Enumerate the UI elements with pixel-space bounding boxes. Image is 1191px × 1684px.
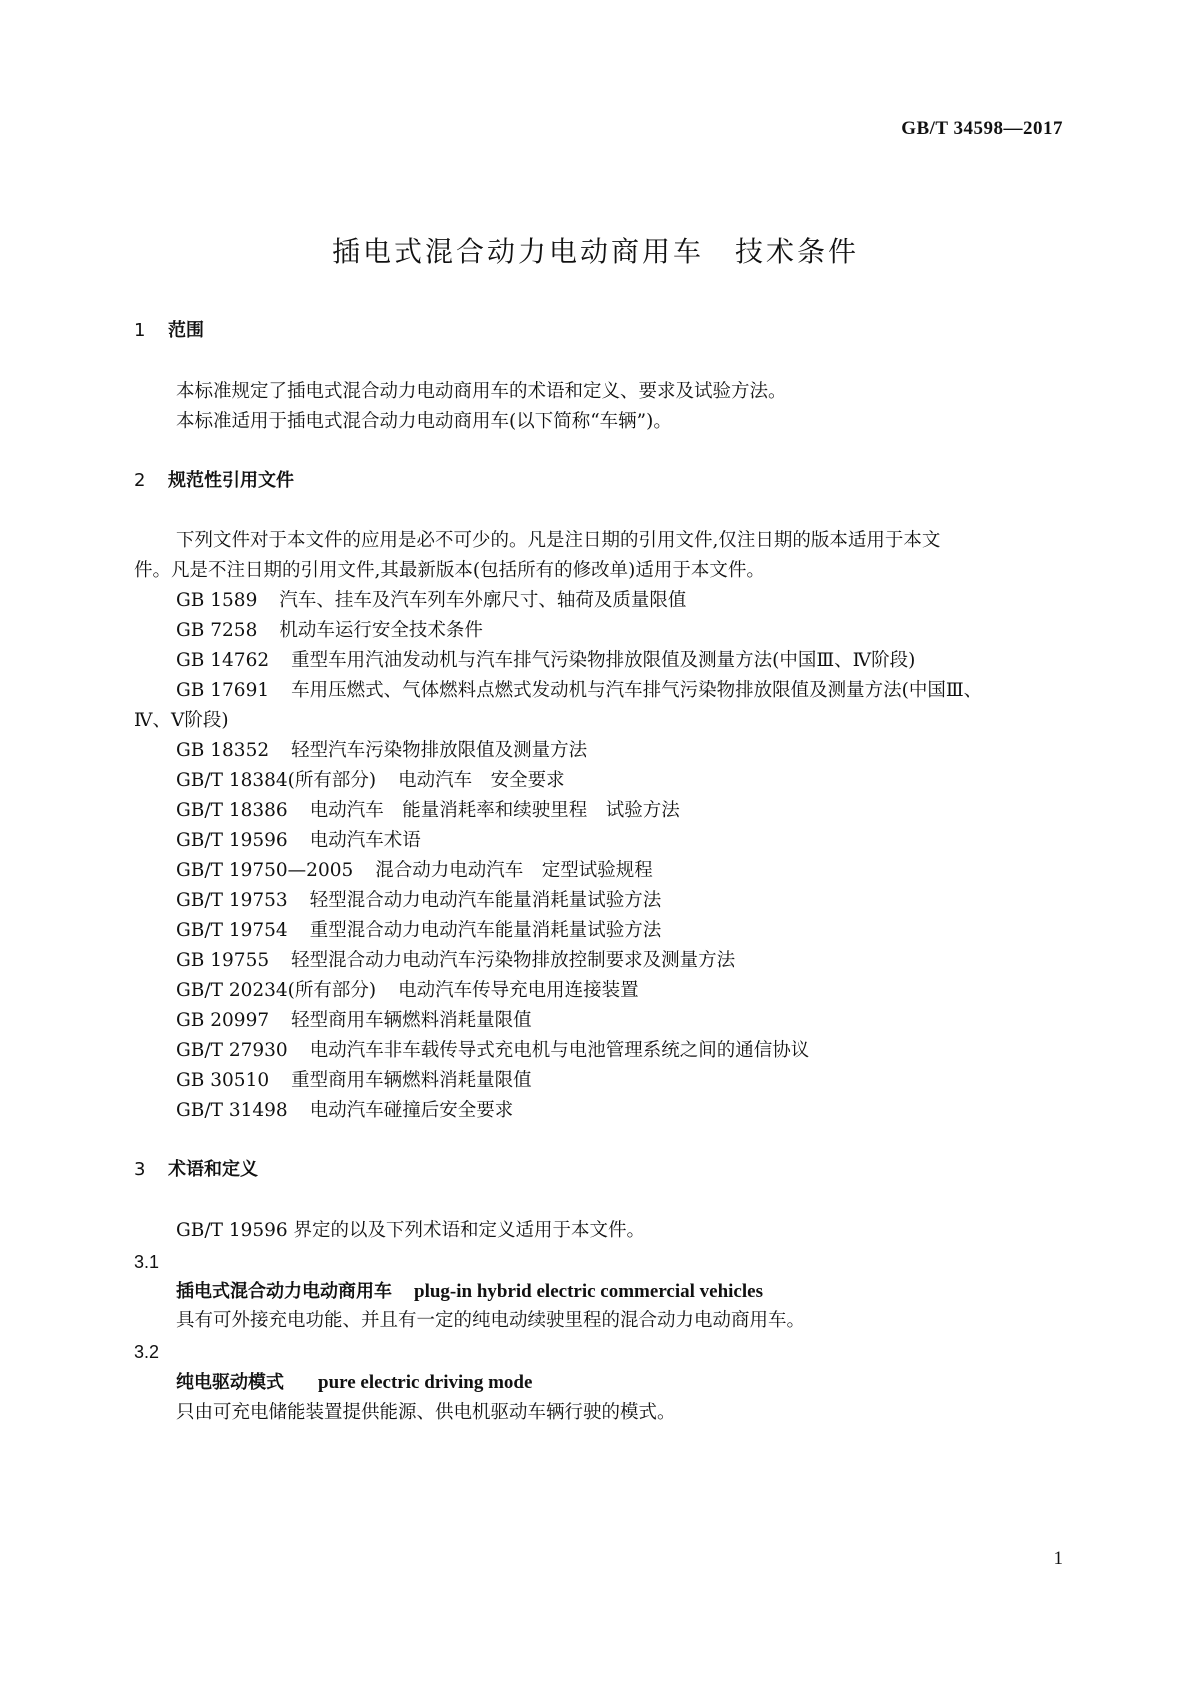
- standard-code: GB/T 34598—2017: [901, 118, 1063, 139]
- paragraph: GB/T 19596 界定的以及下列术语和定义适用于本文件。: [176, 1220, 646, 1241]
- reference-title: 重型车用汽油发动机与汽车排气污染物排放限值及测量方法(中国Ⅲ、Ⅳ阶段): [291, 650, 916, 671]
- reference-item: [176, 772, 565, 791]
- paragraph: 件。凡是不注日期的引用文件,其最新版本(包括所有的修改单)适用于本文件。: [134, 560, 765, 581]
- reference-code: GB/T 20234(所有部分): [176, 980, 377, 1001]
- reference-title: 电动汽车 安全要求: [398, 770, 565, 791]
- paragraph: 本标准规定了插电式混合动力电动商用车的术语和定义、要求及试验方法。: [176, 381, 787, 402]
- section-number: 1: [134, 320, 146, 341]
- reference-title: 轻型汽车污染物排放限值及测量方法: [291, 740, 588, 761]
- reference-code: GB 30510: [176, 1070, 270, 1091]
- reference-item: [176, 1072, 532, 1091]
- reference-item: [176, 652, 915, 671]
- reference-item: [176, 832, 421, 851]
- term-entry: [176, 1282, 763, 1301]
- reference-code: GB 7258: [176, 620, 258, 641]
- reference-code: GB 20997: [176, 1010, 270, 1031]
- page-number: 1: [1053, 1548, 1063, 1569]
- term-english: plug-in hybrid electric commercial vehicles: [414, 1281, 763, 1302]
- reference-item: [176, 592, 686, 611]
- section-number: 2: [134, 470, 146, 491]
- reference-title: 汽车、挂车及汽车列车外廓尺寸、轴荷及质量限值: [279, 590, 687, 611]
- reference-title: 电动汽车术语: [309, 830, 421, 851]
- reference-item: [176, 742, 587, 761]
- term-chinese: 插电式混合动力电动商用车: [176, 1281, 392, 1302]
- reference-title: 机动车运行安全技术条件: [279, 620, 483, 641]
- reference-item: [176, 1012, 532, 1031]
- reference-title: 电动汽车 能量消耗率和续驶里程 试验方法: [309, 800, 680, 821]
- section-number: 3: [134, 1159, 146, 1180]
- reference-code: GB 19755: [176, 950, 270, 971]
- reference-title: 混合动力电动汽车 定型试验规程: [375, 860, 653, 881]
- reference-item: [176, 622, 483, 641]
- paragraph: 本标准适用于插电式混合动力电动商用车(以下简称“车辆”)。: [176, 411, 672, 432]
- reference-title: 电动汽车碰撞后安全要求: [309, 1100, 514, 1121]
- clause-number: 3.2: [134, 1342, 160, 1362]
- paragraph: 下列文件对于本文件的应用是必不可少的。凡是注日期的引用文件,仅注日期的版本适用于本文: [176, 530, 941, 551]
- reference-item: [176, 1102, 513, 1121]
- reference-code: GB 17691: [176, 680, 270, 701]
- reference-code: GB/T 19596: [176, 830, 288, 851]
- reference-title: 重型混合动力电动汽车能量消耗量试验方法: [309, 920, 662, 941]
- reference-item: [176, 682, 982, 701]
- reference-title: 电动汽车传导充电用连接装置: [398, 980, 639, 1001]
- term-definition: 只由可充电储能装置提供能源、供电机驱动车辆行驶的模式。: [176, 1402, 676, 1423]
- reference-code: GB/T 31498: [176, 1100, 288, 1121]
- section-title: 范围: [168, 320, 204, 341]
- section-heading-terms-definitions: [134, 1161, 258, 1179]
- reference-item: [176, 862, 653, 881]
- reference-code: GB 18352: [176, 740, 270, 761]
- section-title: 术语和定义: [168, 1159, 258, 1180]
- reference-title: 轻型商用车辆燃料消耗量限值: [291, 1010, 532, 1031]
- section-heading-normative-references: [134, 472, 294, 490]
- clause-number: 3.1: [134, 1252, 160, 1272]
- reference-code: GB/T 27930: [176, 1040, 288, 1061]
- reference-item: [176, 892, 661, 911]
- term-definition: 具有可外接充电功能、并且有一定的纯电动续驶里程的混合动力电动商用车。: [176, 1310, 806, 1331]
- reference-code: GB 14762: [176, 650, 270, 671]
- reference-item: [176, 982, 639, 1001]
- reference-continuation: Ⅳ、Ⅴ阶段): [134, 710, 229, 731]
- reference-item: [176, 1042, 809, 1061]
- reference-title: 重型商用车辆燃料消耗量限值: [291, 1070, 532, 1091]
- reference-item: [176, 952, 735, 971]
- term-english: pure electric driving mode: [318, 1372, 533, 1393]
- reference-code: GB/T 19754: [176, 920, 288, 941]
- reference-title: 轻型混合动力电动汽车污染物排放控制要求及测量方法: [291, 950, 736, 971]
- reference-code: GB 1589: [176, 590, 258, 611]
- reference-code: GB/T 19750—2005: [176, 860, 354, 881]
- reference-code: GB/T 18386: [176, 800, 288, 821]
- section-title: 规范性引用文件: [168, 470, 294, 491]
- reference-title: 车用压燃式、气体燃料点燃式发动机与汽车排气污染物排放限值及测量方法(中国Ⅲ、: [291, 680, 983, 701]
- document-title: 插电式混合动力电动商用车 技术条件: [331, 235, 859, 268]
- reference-code: GB/T 19753: [176, 890, 288, 911]
- reference-item: [176, 802, 680, 821]
- reference-title: 轻型混合动力电动汽车能量消耗量试验方法: [309, 890, 662, 911]
- section-heading-scope: [134, 322, 204, 340]
- term-chinese: 纯电驱动模式: [176, 1372, 284, 1393]
- reference-item: [176, 922, 661, 941]
- reference-title: 电动汽车非车载传导式充电机与电池管理系统之间的通信协议: [309, 1040, 810, 1061]
- reference-code: GB/T 18384(所有部分): [176, 770, 377, 791]
- term-entry: [176, 1373, 532, 1392]
